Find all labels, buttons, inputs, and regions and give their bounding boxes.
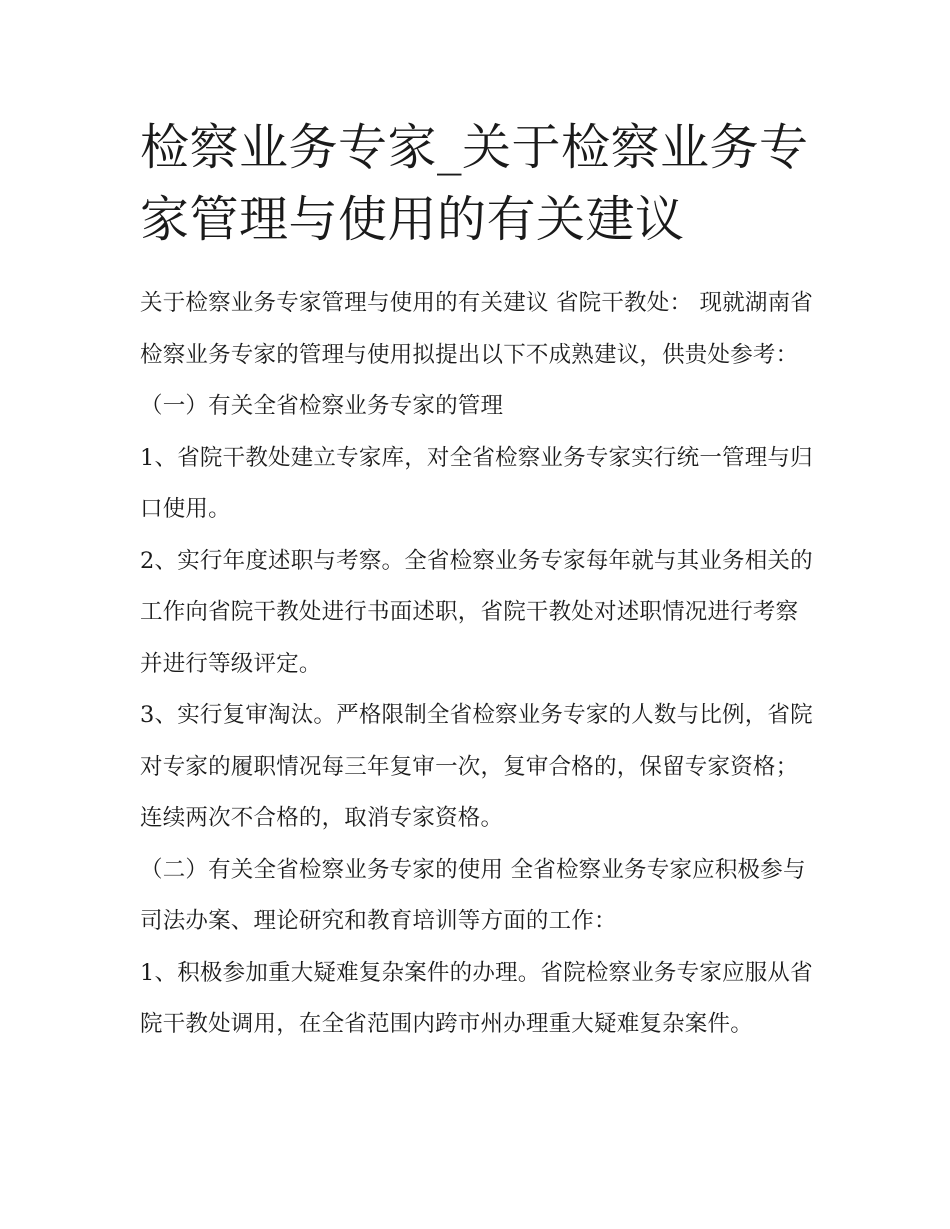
paragraph-usage-1: 1、积极参加重大疑难复杂案件的办理。省院检察业务专家应服从省院干教处调用，在全省范围内跨市州办理重大疑难复杂案件。 (140, 959, 813, 1037)
paragraph-intro: 关于检察业务专家管理与使用的有关建议 省院干教处： 现就湖南省检察业务专家的管理与使用拟提出以下不成熟建议，供贵处参考： （一）有关全省检察业务专家的管理 (140, 290, 814, 419)
paragraph-item-1: 1、省院干教处建立专家库，对全省检察业务专家实行统一管理与归口使用。 (140, 444, 813, 522)
paragraph-item-2: 2、实行年度述职与考察。全省检察业务专家每年就与其业务相关的工作向省院干教处进行书面述职，省院干教处对述职情况进行考察并进行等级评定。 (140, 547, 813, 677)
paragraph-item-3: 3、实行复审淘汰。严格限制全省检察业务专家的人数与比例，省院对专家的履职情况每三年复审一次，复审合格的，保留专家资格；连续两次不合格的，取消专家资格。 (140, 702, 813, 831)
document-body (140, 278, 820, 1051)
paragraph-section-2: （二）有关全省检察业务专家的使用 全省检察业务专家应积极参与司法办案、理论研究和教育培训等方面的工作： (140, 856, 806, 934)
document-title: 检察业务专家_关于检察业务专家管理与使用的有关建议 (140, 119, 809, 248)
